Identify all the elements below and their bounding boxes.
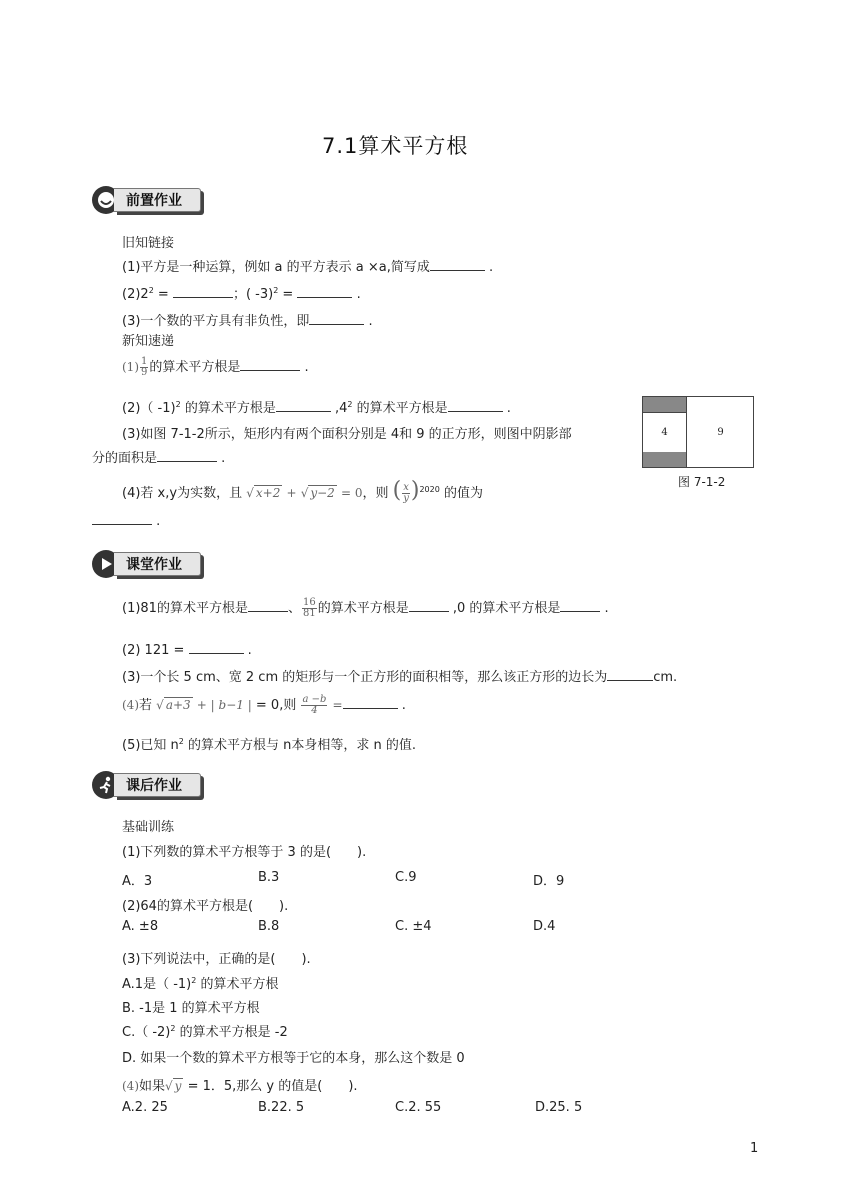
answer-blank[interactable] (430, 258, 485, 271)
post-q2: (2)64的算术平方根是( ). (122, 899, 289, 914)
post-q4-option-a[interactable]: A.2. 25 (122, 1100, 168, 1115)
figure-7-1-2 (642, 396, 754, 468)
answer-blank[interactable] (189, 641, 244, 654)
post-q4-option-d[interactable]: D.25. 5 (535, 1100, 583, 1115)
answer-blank[interactable] (309, 312, 364, 325)
class-q3: (3)一个长 5 cm、宽 2 cm 的矩形与一个正方形的面积相等，那么该正方形的边长为 cm. (122, 670, 678, 685)
pre-q1: (1)平方是一种运算，例如 a 的平方表示 a ×a,简写成 . (122, 260, 494, 275)
post-q4: (4)如果√ y = 1．5,那么 y 的值是( ). (122, 1079, 358, 1094)
new-q2: (2)（ -1)$^2$ 的算术平方根是 $,4^2$ 的算术平方根是 . (122, 400, 511, 416)
post-q1: (1)下列数的算术平方根等于 3 的是( ). (122, 845, 367, 860)
answer-blank[interactable] (157, 449, 217, 462)
new-q4-blank-line: . (92, 512, 160, 529)
new-q1: (1) $\frac{1}{9}$ 的算术平方根是 . (122, 356, 309, 378)
section-badge-post (92, 771, 201, 799)
fraction-16-81: $\frac{16}{81}$ (302, 597, 316, 619)
square-area-4: 4 (643, 412, 686, 453)
page-title: 7.1算术平方根 (322, 134, 469, 158)
fraction-x-y: $\frac{x}{y}$ (403, 482, 409, 504)
subheading-old-knowledge: 旧知链接 (122, 236, 175, 251)
shaded-region-bottom (643, 452, 686, 467)
post-q2-option-d[interactable]: D.4 (533, 919, 556, 934)
answer-blank[interactable] (409, 599, 449, 612)
section-badge-class (92, 550, 201, 578)
post-q1-option-b[interactable]: B.3 (258, 870, 280, 885)
answer-blank[interactable] (240, 358, 300, 371)
square-area-9: 9 (686, 397, 754, 467)
pre-q2: $(2)2^2$ = ；( -3)$^2$ = . (122, 286, 361, 302)
new-q3-line1: (3)如图 7-1-2所示，矩形内有两个面积分别是 4和 9 的正方形，则图中阴影部 (122, 427, 572, 442)
subheading-new-knowledge: 新知速递 (122, 334, 175, 349)
post-q3-option-b[interactable]: B. -1是 1 的算术平方根 (122, 1001, 260, 1016)
post-q3-option-d[interactable]: D. 如果一个数的算术平方根等于它的本身，那么这个数是 0 (122, 1051, 465, 1066)
answer-blank[interactable] (343, 696, 398, 709)
section-title-class: 课堂作业 (114, 552, 201, 576)
sqrt-a-plus-3: √ a+3 (156, 698, 191, 712)
answer-blank[interactable] (173, 285, 233, 298)
answer-blank[interactable] (448, 399, 503, 412)
answer-blank[interactable] (92, 512, 152, 525)
post-q3-option-c[interactable]: C.（ -2)$^2$ 的算术平方根是 -2 (122, 1024, 288, 1040)
class-q1: (1)81的算术平方根是 、 $\frac{16}{81}$ 的算术平方根是 ,0 的算术平方根是 . (122, 597, 609, 619)
class-q4: (4)若 √ a+3 + | b−1 | = 0,则 $\frac{a -b}{4}$ = . (122, 694, 406, 716)
answer-blank[interactable] (607, 668, 653, 681)
class-q2: (2) 121 = . (122, 643, 252, 658)
sqrt-y: √ y (165, 1079, 182, 1093)
fraction-1-9: $\frac{1}{9}$ (141, 356, 148, 378)
subheading-basic-training: 基础训练 (122, 820, 175, 835)
answer-blank[interactable] (248, 599, 288, 612)
section-badge-pre (92, 186, 201, 214)
fraction-a-minus-b-over-4: $\frac{a -b}{4}$ (302, 694, 327, 716)
post-q1-option-a[interactable]: A．3 (122, 874, 153, 889)
figure-caption: 图 7-1-2 (678, 475, 726, 489)
post-q4-option-c[interactable]: C.2. 55 (395, 1100, 442, 1115)
new-q4: (4)若 x,y为实数，且 √ x+2 + √ y−2 = 0，则 ( $\frac{x}{y}$ )$^{2020}$ 的值为 (122, 478, 483, 504)
shaded-region-top (643, 397, 686, 412)
answer-blank[interactable] (560, 599, 600, 612)
post-q1-option-c[interactable]: C.9 (395, 870, 417, 885)
class-q5: (5)已知 $n^2$ 的算术平方根与 n本身相等，求 n 的值. (122, 737, 417, 753)
pre-q3: (3)一个数的平方具有非负性，即 . (122, 314, 373, 329)
section-title-post: 课后作业 (114, 773, 201, 797)
post-q1-option-d[interactable]: D．9 (533, 874, 565, 889)
new-q3-line2: 分的面积是 . (92, 451, 226, 466)
post-q2-option-c[interactable]: C. ±4 (395, 919, 432, 934)
sqrt-y-minus-2: √ y−2 (300, 486, 335, 500)
sqrt-x-plus-2: √ x+2 (246, 486, 281, 500)
post-q2-option-a[interactable]: A. ±8 (122, 919, 159, 934)
post-q3-option-a[interactable]: A.1是（ -1)$^2$ 的算术平方根 (122, 976, 279, 992)
post-q4-option-b[interactable]: B.22. 5 (258, 1100, 305, 1115)
post-q3: (3)下列说法中，正确的是( ). (122, 952, 311, 967)
answer-blank[interactable] (297, 285, 352, 298)
answer-blank[interactable] (276, 399, 331, 412)
page-number: 1 (750, 1141, 759, 1156)
post-q2-option-b[interactable]: B.8 (258, 919, 280, 934)
section-title-pre: 前置作业 (114, 188, 201, 212)
